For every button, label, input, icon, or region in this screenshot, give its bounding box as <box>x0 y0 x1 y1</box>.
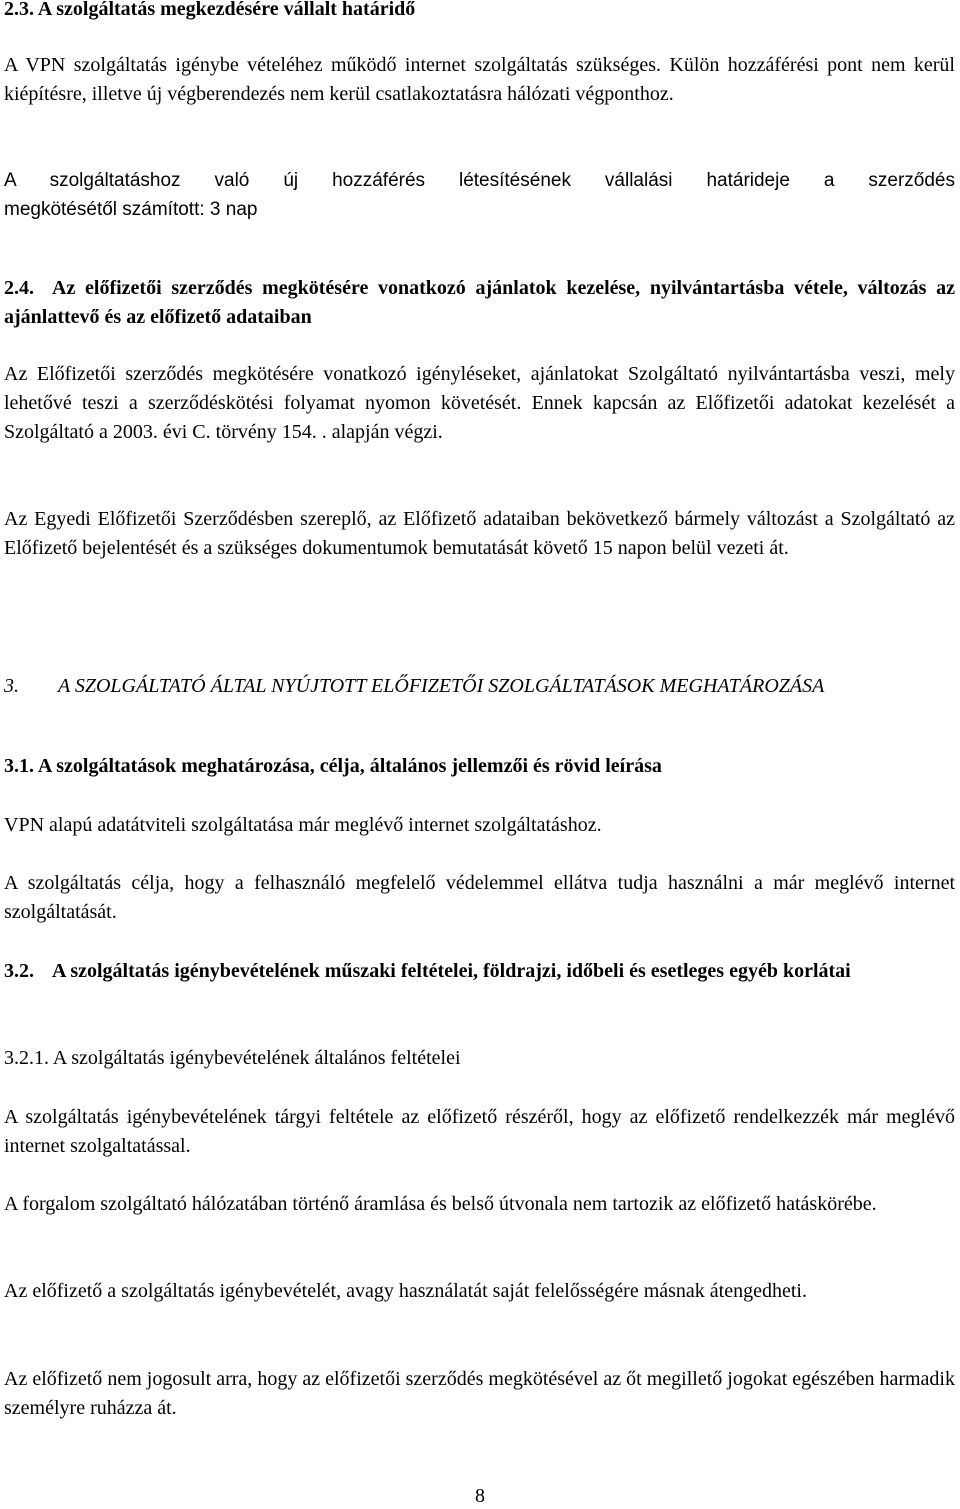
section-3-1-paragraph-1: VPN alapú adatátviteli szolgáltatása már meglévő internet szolgáltatáshoz. <box>4 814 602 836</box>
section-3-2-heading <box>4 957 955 986</box>
section-2-4-number: 2.4. <box>4 277 34 299</box>
section-3-2-1-paragraph-1: A szolgáltatás igénybevételének tárgyi feltétele az előfizető részéről, hogy az előfizető rendelkezzék már meglévő internet szolgaltatással. <box>4 1106 955 1157</box>
section-3-number: 3. <box>4 675 19 697</box>
section-2-4-heading <box>4 274 955 332</box>
section-3-2-1-heading: 3.2.1. A szolgáltatás igénybevételének általános feltételei <box>4 1047 461 1069</box>
section-3-2-1-paragraph-3: Az előfizető a szolgáltatás igénybevételét, avagy használatát saját felelősségére másnak átengedheti. <box>4 1280 807 1302</box>
section-2-3-paragraph-1: A VPN szolgáltatás igénybe vételéhez működő internet szolgáltatás szükséges. Külön hozzáférési pont nem kerül kiépítésre, illetve új végberendezés nem kerül csatlakoztatásra hálózati végponthoz. <box>4 54 955 105</box>
section-2-3-paragraph-2 <box>4 166 955 224</box>
section-3-2-heading-text: A szolgáltatás igénybevételének műszaki feltételei, földrajzi, időbeli és esetleges egyéb korlátai <box>52 960 851 982</box>
section-3-heading <box>4 672 955 701</box>
section-3-heading-text: A SZOLGÁLTATÓ ÁLTAL NYÚJTOTT ELŐFIZETŐI SZOLGÁLTATÁSOK MEGHATÁROZÁSA <box>58 675 825 697</box>
page-number: 8 <box>475 1485 485 1507</box>
section-3-2-1-paragraph-2: A forgalom szolgáltató hálózatában történő áramlása és belső útvonala nem tartozik az előfizető hatáskörébe. <box>4 1193 877 1215</box>
section-3-1-heading <box>4 752 955 781</box>
section-3-2-1-paragraph-4: Az előfizető nem jogosult arra, hogy az előfizetői szerződés megkötésével az őt megillető jogokat egészében harmadik személyre ruházza át. <box>4 1368 955 1419</box>
section-2-4-paragraph-1: Az Előfizetői szerződés megkötésére vonatkozó igényléseket, ajánlatokat Szolgáltató nyilvántartásba veszi, mely lehetővé teszi a szerződéskötési folyamat nyomon követését. Ennek kapcsán az Előfizetői adatokat kezelését a Szolgáltató a 2003. évi C. törvény 154. . alapján végzi. <box>4 363 955 443</box>
section-2-3-heading: 2.3. A szolgáltatás megkezdésére vállalt határidő <box>4 0 416 20</box>
section-3-1-number: 3.1. <box>4 755 34 777</box>
section-3-1-paragraph-2: A szolgáltatás célja, hogy a felhasználó megfelelő védelemmel ellátva tudja használni a már meglévő internet szolgáltatását. <box>4 872 955 923</box>
section-2-3-paragraph-2-line-2: megkötésétől számított: 3 nap <box>4 199 258 220</box>
section-2-4-heading-text: Az előfizetői szerződés megkötésére vonatkozó ajánlatok kezelése, nyilvántartásba vétele, változás az ajánlattevő és az előfizető adataiban <box>4 277 955 328</box>
section-2-4-paragraph-2: Az Egyedi Előfizetői Szerződésben szereplő, az Előfizető adataiban bekövetkező bármely változást a Szolgáltató az Előfizető bejelentését és a szükséges dokumentumok bemutatását követő 15 napon belül vezeti át. <box>4 508 955 559</box>
section-3-1-heading-text: A szolgáltatások meghatározása, célja, általános jellemzői és rövid leírása <box>37 755 662 777</box>
section-3-2-number: 3.2. <box>4 960 34 982</box>
section-2-3-paragraph-2-line-1: A szolgáltatáshoz való új hozzáférés létesítésének vállalási határideje a szerződés <box>4 170 955 191</box>
